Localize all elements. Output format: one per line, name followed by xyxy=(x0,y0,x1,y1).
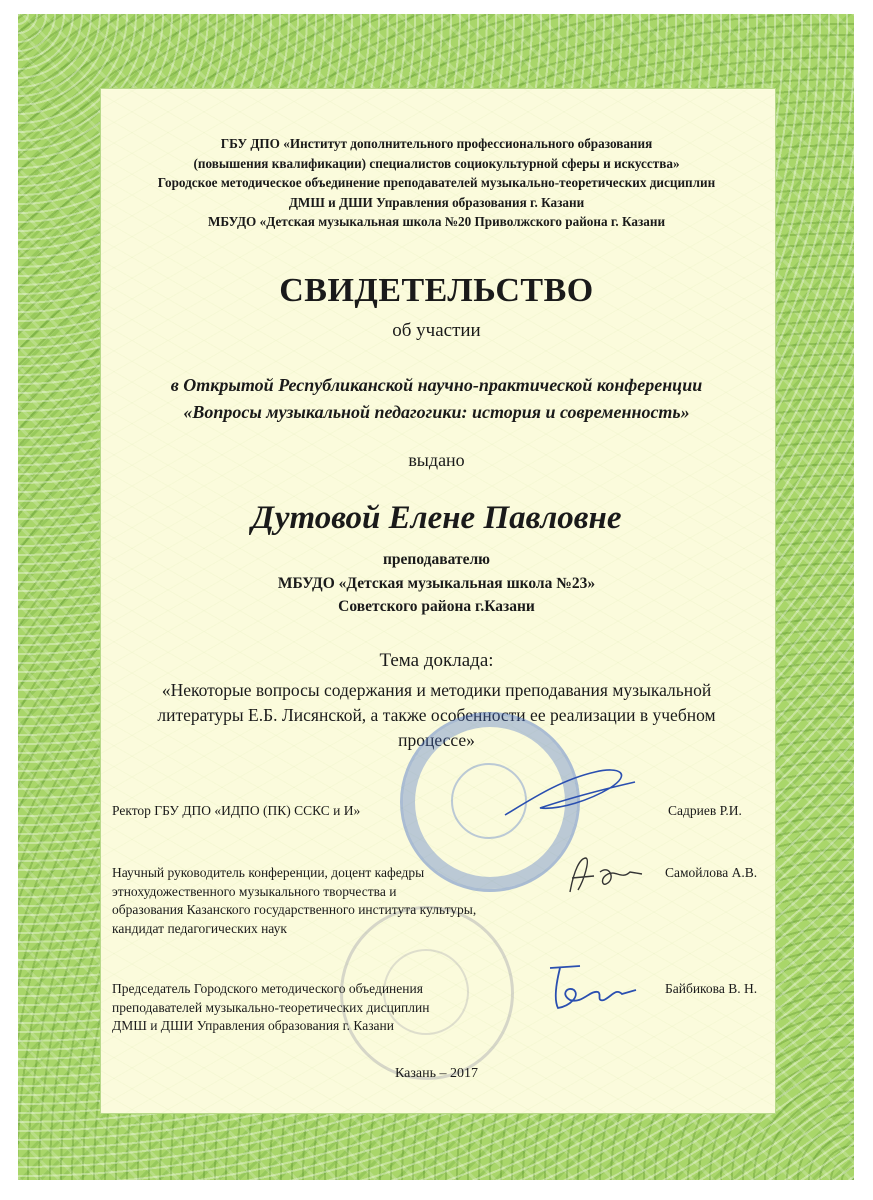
recipient-role-line: МБУДО «Детская музыкальная школа №23» xyxy=(277,574,596,592)
document-subtitle: об участии xyxy=(392,320,481,341)
topic-label: Тема доклада: xyxy=(379,650,494,671)
recipient-name: Дутовой Елене Павловне xyxy=(251,500,622,536)
issuer-line: Городское методическое объединение преподавателей музыкально-теоретических дисциплин xyxy=(157,175,716,190)
signatory-role-line: преподавателей музыкально-теоретических дисциплин xyxy=(112,999,430,1015)
place-and-year: Казань – 2017 xyxy=(395,1066,478,1081)
signature-mark xyxy=(560,850,650,900)
issuer-line: ГБУ ДПО «Институт дополнительного профессионального образования xyxy=(220,136,653,151)
signatory-role-line: Председатель Городского методического объединения xyxy=(112,981,423,996)
topic-line: литературы Е.Б. Лисянской, а также особенности ее реализации в учебном xyxy=(157,705,716,725)
signatory-role-line: ДМШ и ДШИ Управления образования г. Казани xyxy=(112,1018,394,1033)
topic-line: процессе» xyxy=(398,730,475,750)
recipient-role-line: преподавателю xyxy=(382,551,490,568)
conference-block xyxy=(0,372,873,426)
signatory-role-line: кандидат педагогических наук xyxy=(112,920,287,936)
issued-label: выдано xyxy=(408,450,465,470)
signatory-role xyxy=(112,802,360,821)
conference-line: «Вопросы музыкальной педагогики: история и современность» xyxy=(183,402,690,422)
signatory-role-line: образования Казанского государственного института культуры, xyxy=(112,902,477,917)
issuer-line: ДМШ и ДШИ Управления образования г. Казани xyxy=(288,194,585,210)
conference-line: в Открытой Республиканской научно-практической конференции xyxy=(170,375,703,395)
signature-mark xyxy=(500,760,640,830)
signatory-role-line: Научный руководитель конференции, доцент кафедры xyxy=(112,865,425,880)
signatory-role xyxy=(112,980,429,1036)
document-title: СВИДЕТЕЛЬСТВО xyxy=(279,272,594,309)
signatory-name: Самойлова А.В. xyxy=(665,865,758,880)
issuer-block xyxy=(0,134,873,232)
issuer-line: (повышения квалификации) специалистов социокультурной сферы и искусства» xyxy=(193,155,680,171)
signatory-role-line: Ректор ГБУ ДПО «ИДПО (ПК) СCКС и И» xyxy=(112,803,361,818)
recipient-role-line: Советского района г.Казани xyxy=(338,598,535,615)
issuer-line: МБУДО «Детская музыкальная школа №20 Приволжского района г. Казани xyxy=(207,214,666,229)
signatory-role-line: этнохудожественного музыкального творчества и xyxy=(112,883,397,899)
signatory-name: Байбикова В. Н. xyxy=(665,981,758,996)
recipient-role-block xyxy=(0,548,873,619)
signature-mark xyxy=(540,960,640,1016)
signatory-name: Садриев Р.И. xyxy=(668,803,742,818)
signatory-role xyxy=(112,864,476,938)
topic-line: «Некоторые вопросы содержания и методики преподавания музыкальной xyxy=(161,680,712,700)
